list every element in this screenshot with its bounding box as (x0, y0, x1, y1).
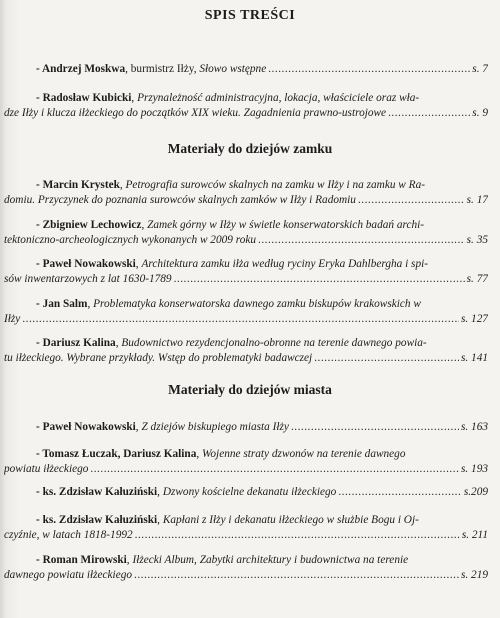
entry-page: s. 17 (466, 193, 488, 206)
entry-title-line1: Iłżecki Album, Zabytki architektury i budownictwa na terenie (132, 554, 409, 566)
entry-title-line1: Architektura zamku iłża według ryciny Eryka Dahlbergha i spi- (141, 258, 429, 270)
entry-author: - Radosław Kubicki (36, 92, 132, 104)
entry-page: s. 77 (466, 272, 488, 285)
toc-entry: - Roman Mirowski , Iłżecki Album, Zabytki architektury i budownictwa na terenie dawnego powiatu iłżeckiego ..... s. 219 (4, 553, 488, 582)
entry-title-line1: Petrografia surowców skalnych na zamku w Iłży i na zamku w Ra- (125, 179, 425, 191)
entry-page: s. 7 (472, 63, 488, 75)
entry-title-line1: Problematyka konserwatorska dawnego zamku biskupów krakowskich w (93, 298, 421, 310)
entry-page: s. 141 (461, 351, 488, 364)
entry-title-line2: dawnego powiatu iłżeckiego (4, 568, 133, 581)
entry-title-line1: Zamek górny w Iłży w świetle konserwatorskich badań archi- (147, 219, 425, 231)
entry-author: - Dariusz Kalina (36, 337, 116, 349)
entry-title-line2: dze Iłży i klucza iłżeckiego do początków XIX wieku. Zagadnienia prawno-ustrojowe (4, 106, 387, 119)
entry-author: - ks. Zdzisław Kałuziński (36, 514, 158, 526)
toc-entry: - Tomasz Łuczak, Dariusz Kalina , Wojenne straty dzwonów na terenie dawnego powiatu iłżeckiego ..... s. 193 (4, 447, 488, 476)
entry-page: s. 35 (466, 233, 488, 246)
dot-leader (134, 568, 459, 583)
toc-entry: - Jan Salm , Problematyka konserwatorska dawnego zamku biskupów krakowskich w Iłży ..... s. 127 (4, 297, 488, 326)
entry-title: Słowo wstępne (199, 63, 267, 75)
dot-leader (135, 528, 460, 543)
dot-leader (338, 485, 462, 500)
entry-title-line2: czyźnie, w latach 1818-1992 (4, 528, 133, 541)
dot-leader (291, 420, 459, 435)
page-title: SPIS TREŚCI (204, 8, 296, 23)
entry-title-line2: sów inwentarzowych z lat 1630-1789 (4, 272, 172, 285)
toc-entry: - ks. Zdzisław Kałuziński , Kapłani z Iłży i dekanatu iłżeckiego w służbie Bogu i Oj- czyźnie, w latach 1818-1992 ..... s. 211 (4, 513, 488, 542)
entry-title-line2: tu iłżeckiego. Wybrane przykłady. Wstęp do problematyki badawczej (4, 351, 313, 364)
entry-title: Dzwony kościelne dekanatu iłżeckiego (162, 486, 337, 498)
entry-title-line1: Budownictwo rezydencjonalno-obronne na terenie dawnego powia- (121, 337, 427, 349)
dot-leader (268, 62, 470, 77)
entry-title-line1: Kapłani z Iłży i dekanatu iłżeckiego w służbie Bogu i Oj- (162, 514, 419, 526)
dot-leader (258, 233, 465, 248)
entry-author: - ks. Zdzisław Kałuziński (36, 486, 158, 498)
dot-leader (388, 106, 470, 121)
dot-leader (358, 193, 465, 208)
toc-entry: - ks. Zdzisław Kałuziński , Dzwony kościelne dekanatu iłżeckiego ..... s.209 (4, 485, 488, 500)
entry-page: s. 127 (461, 312, 488, 325)
entry-author: - Tomasz Łuczak, Dariusz Kalina (36, 448, 197, 460)
toc-entry: - Radosław Kubicki , Przynależność administracyjna, lokacja, właściciele oraz wła- dze Iłży i klucza iłżeckiego do początków XIX wieku. Zagadnienia prawno-ustrojowe ..... s. 9 (4, 91, 488, 120)
entry-page: s.209 (463, 486, 488, 498)
entry-title: Z dziejów biskupiego miasta Iłży (141, 421, 289, 433)
entry-page: s. 163 (461, 421, 488, 433)
entry-page: s. 219 (461, 568, 488, 581)
dot-leader (90, 462, 459, 477)
section-heading-castle: Materiały do dziejów zamku (167, 141, 333, 156)
entry-author: - Paweł Nowakowski (36, 258, 136, 270)
dot-leader (314, 351, 459, 366)
entry-author: - Zbigniew Lechowicz (36, 219, 142, 231)
toc-entry: - Paweł Nowakowski , Architektura zamku iłża według ryciny Eryka Dahlbergha i spi- sów inwentarzowych z lat 1630-1789 ..... s. 77 (4, 257, 488, 286)
entry-author: - Paweł Nowakowski (36, 421, 136, 433)
entry-author: - Andrzej Moskwa (36, 63, 126, 75)
entry-title-line2: powiatu iłżeckiego (4, 462, 89, 475)
entry-page: s. 211 (461, 528, 488, 541)
toc-entry: - Marcin Krystek , Petrografia surowców skalnych na zamku w Iłży i na zamku w Ra- domiu. Przyczynek do poznania surowców skalnych zamków w Iłży i Radomiu ..... s. 17 (4, 178, 488, 207)
dot-leader (174, 272, 465, 287)
entry-title-line2: tektoniczno-archeologicznych wykonanych w 2009 roku (4, 233, 257, 246)
entry-title-line2: Iłży (4, 312, 21, 325)
entry-title-line2: domiu. Przyczynek do poznania surowców skalnych zamków w Iłży i Radomiu (4, 193, 356, 206)
entry-page: s. 9 (472, 106, 488, 119)
entry-role: , burmistrz Iłży, (125, 63, 197, 75)
toc-entry: - Dariusz Kalina , Budownictwo rezydencjonalno-obronne na terenie dawnego powia- tu iłżeckiego. Wybrane przykłady. Wstęp do problematyki badawczej ..... s. 141 (4, 336, 488, 365)
entry-page: s. 193 (461, 462, 488, 475)
entry-title-line1: Przynależność administracyjna, lokacja, właściciele oraz wła- (137, 92, 420, 104)
entry-author: - Marcin Krystek (36, 179, 120, 191)
toc-entry: - Zbigniew Lechowicz , Zamek górny w Iłży w świetle konserwatorskich badań archi- tektoniczno-archeologicznych wykonanych w 2009 roku ..... s. 35 (4, 218, 488, 247)
section-heading-town: Materiały do dziejów miasta (168, 382, 332, 397)
entry-author: - Roman Mirowski (36, 554, 127, 566)
dot-leader (22, 312, 459, 327)
toc-entry (4, 62, 488, 77)
toc-entry: - Paweł Nowakowski , Z dziejów biskupiego miasta Iłży ..... s. 163 (4, 420, 488, 435)
entry-title-line1: Wojenne straty dzwonów na terenie dawnego (202, 448, 406, 460)
entry-author: - Jan Salm (36, 298, 88, 310)
